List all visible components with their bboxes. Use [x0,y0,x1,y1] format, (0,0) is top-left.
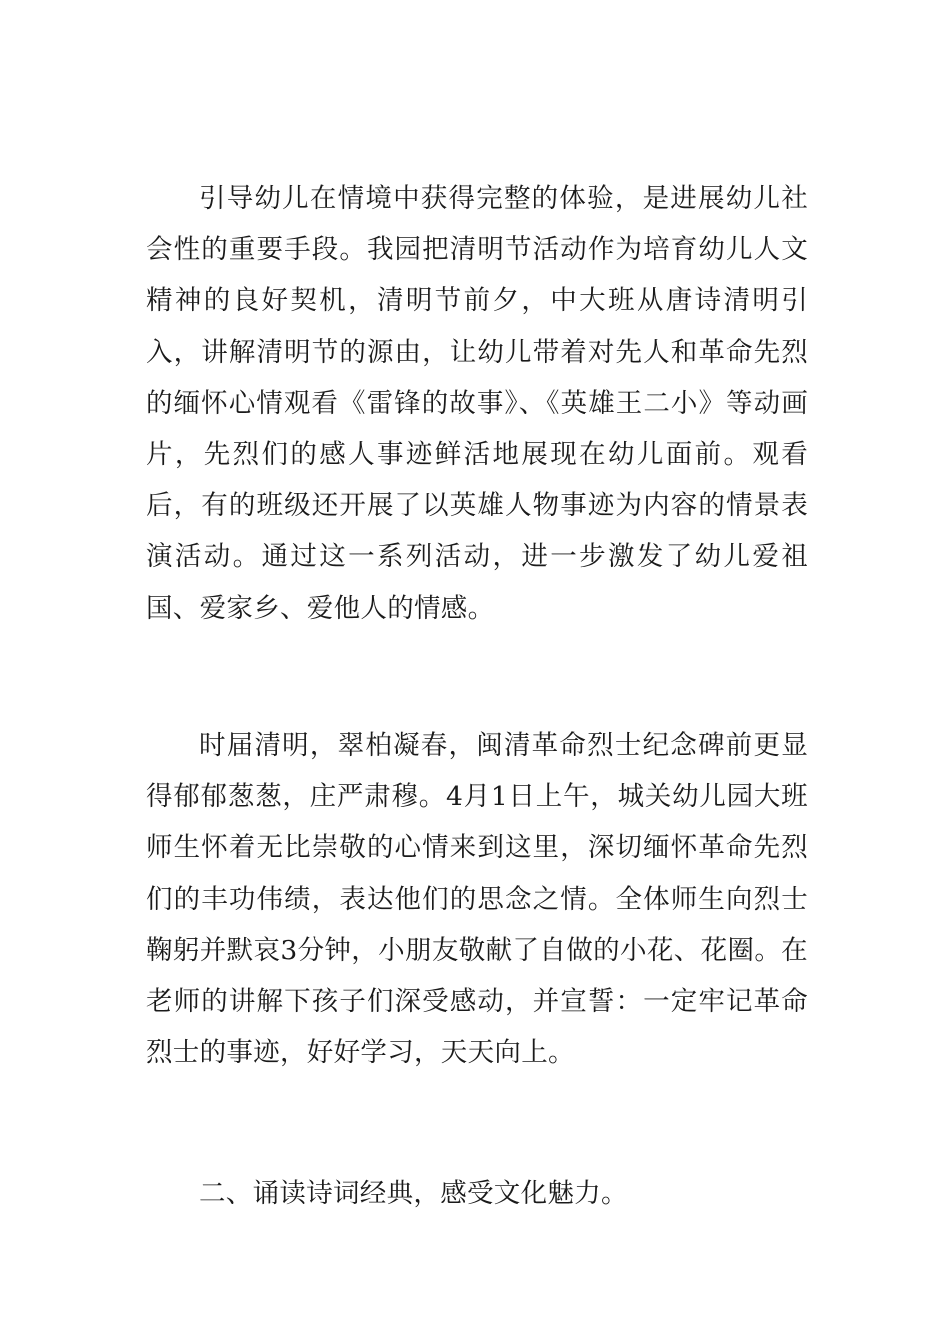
paragraph-martyrs-memorial: 时届清明，翠柏凝春，闽清革命烈士纪念碑前更显得郁郁葱葱，庄严肃穆。4月1日上午，城关幼儿园大班师生怀着无比崇敬的心情来到这里，深切缅怀革命先烈们的丰功伟绩，表达他们的思念之情。全体师生向烈士鞠躬并默哀3分钟，小朋友敬献了自做的小花、花圈。在老师的讲解下孩子们深受感动，并宣誓：一定牢记革命烈士的事迹，好好学习，天天向上。 [146,730,808,1069]
paragraph-qingming-activity: 引导幼儿在情境中获得完整的体验，是进展幼儿社会性的重要手段。我园把清明节活动作为培育幼儿人文精神的良好契机，清明节前夕，中大班从唐诗清明引入，讲解清明节的源由，让幼儿带着对先人和革命先烈的缅怀心情观看《雷锋的故事》、《英雄王二小》等动画片，先烈们的感人事迹鲜活地展现在幼儿面前。观看后，有的班级还开展了以英雄人物事迹为内容的情景表演活动。通过这一系列活动，进一步激发了幼儿爱祖国、爱家乡、爱他人的情感。 [146,183,808,624]
section-heading: 二、诵读诗词经典，感受文化魅力。 [199,1178,628,1209]
